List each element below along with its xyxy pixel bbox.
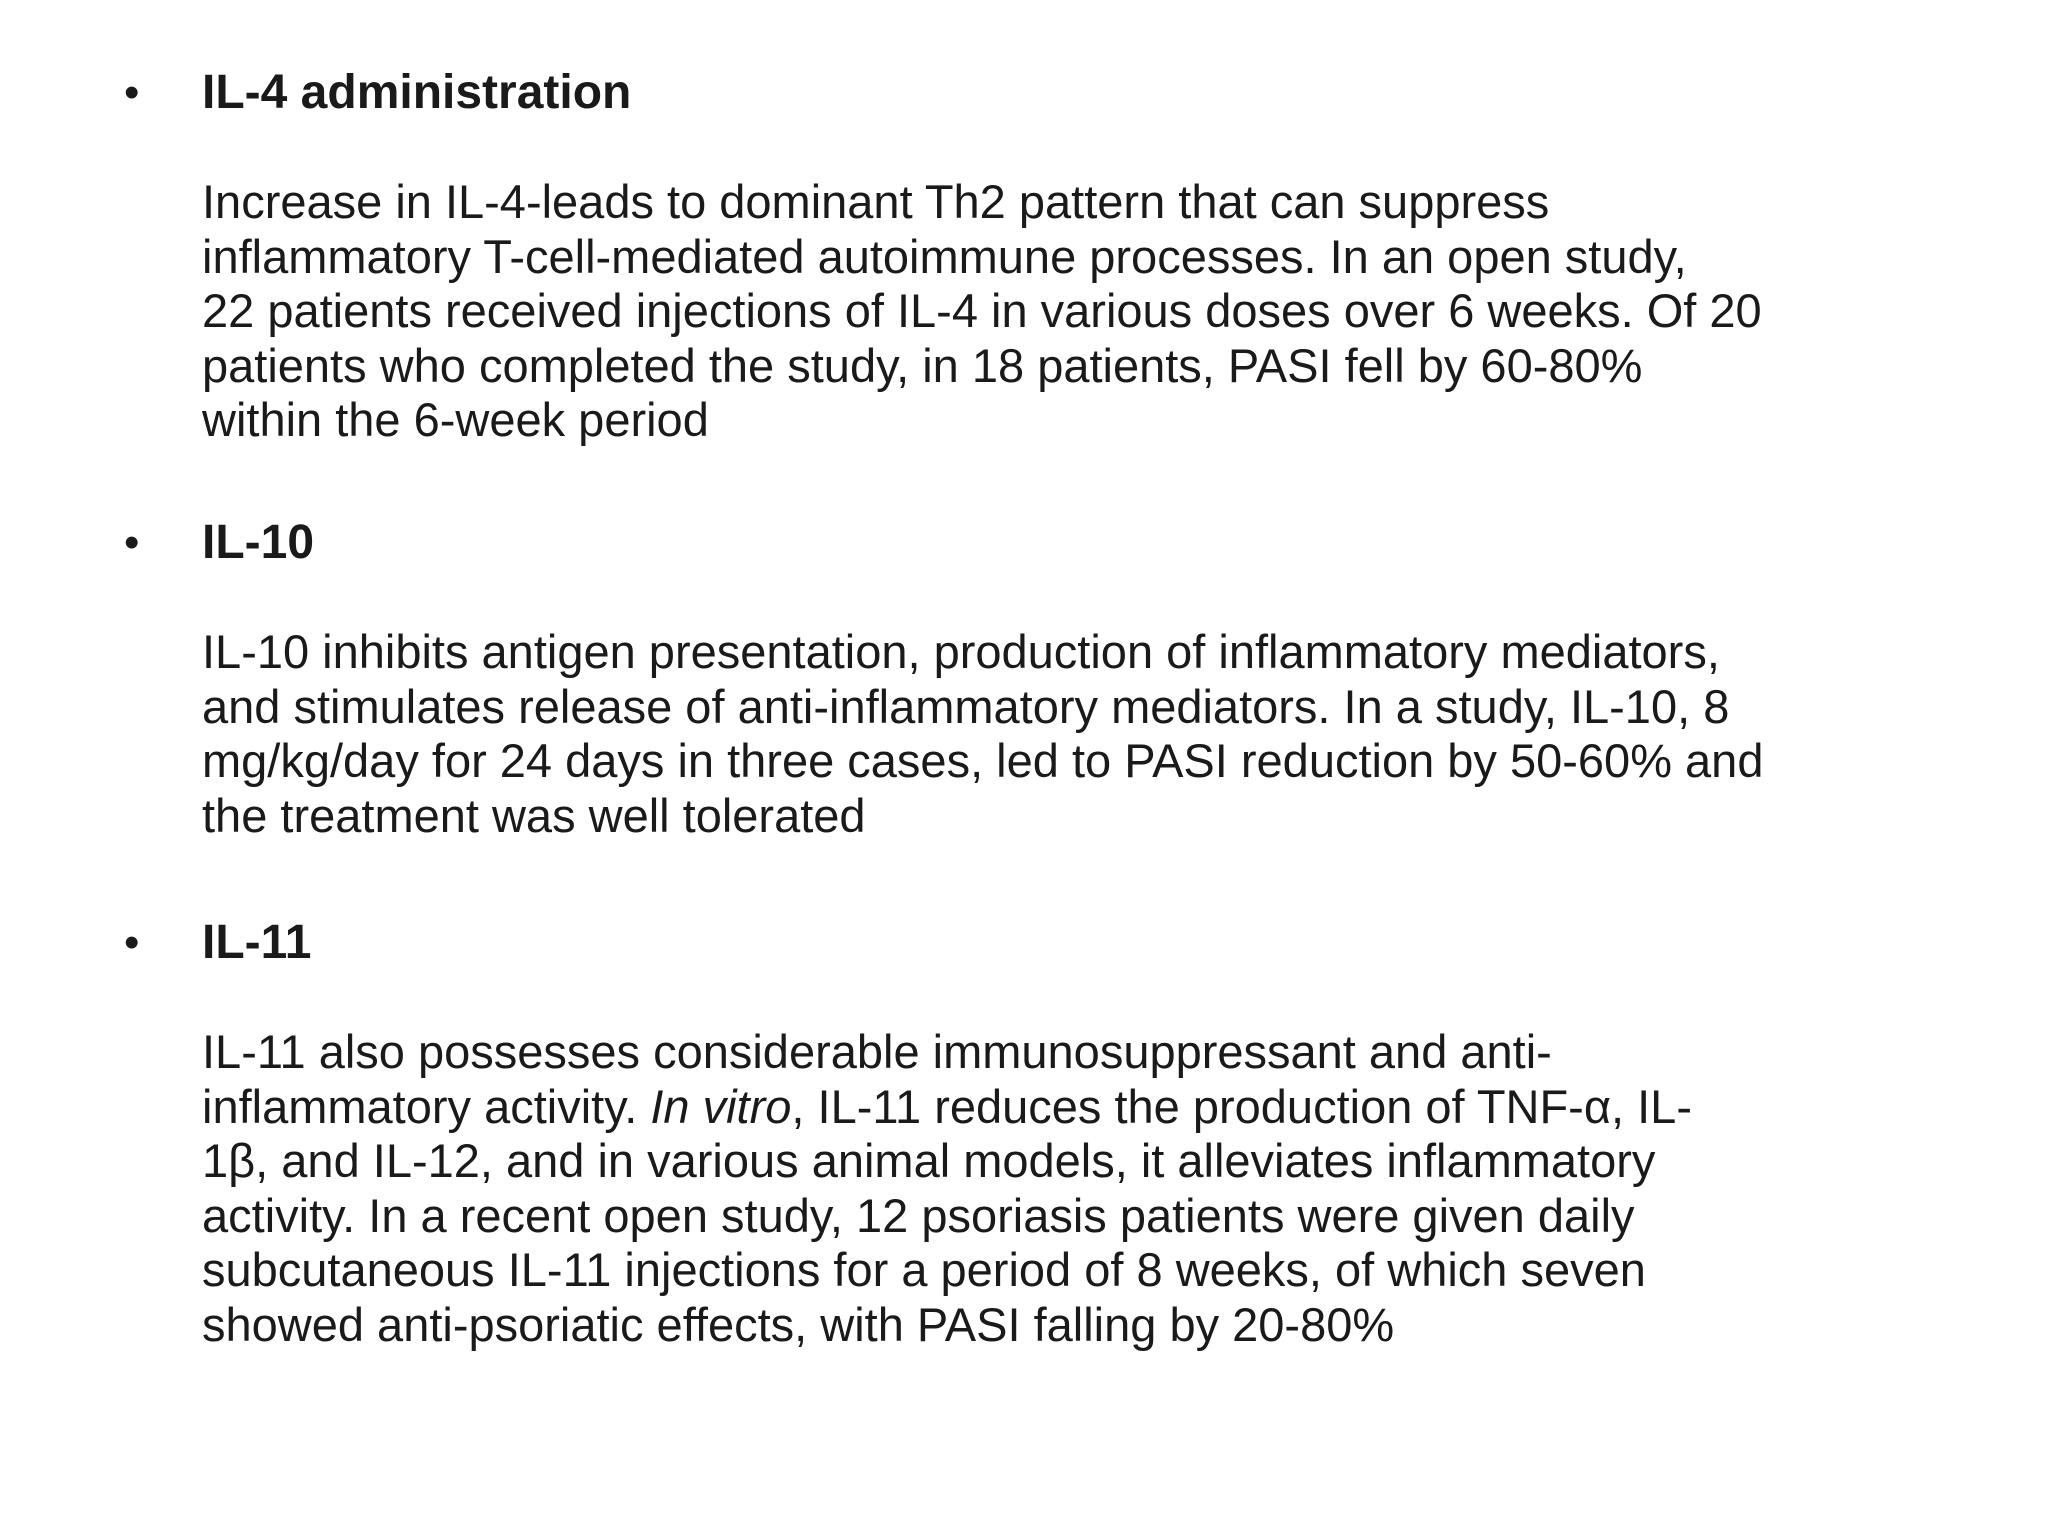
body-text: inflammatory activity. [202,1079,651,1133]
body-line: showed anti-psoriatic effects, with PASI falling by 20-80% [202,1297,1395,1351]
body-line: subcutaneous IL-11 injections for a period of 8 weeks, of which seven [202,1243,1646,1296]
body-line: activity. In a recent open study, 12 psoriasis patients were given daily [202,1188,1635,1242]
body-line: within the 6-week period [202,393,709,446]
section-body [202,625,1982,843]
bullet-marker: • [124,68,140,117]
body-line: patients who completed the study, in 18 patients, PASI fell by 60-80% [202,338,1643,392]
body-text-italic: In vitro [650,1079,792,1133]
section-body [202,175,1982,448]
bullet-marker: • [124,518,140,567]
section-heading: IL-10 [202,516,315,569]
section-heading: IL-4 administration [202,66,632,119]
body-line: mg/kg/day for 24 days in three cases, led to PASI reduction by 50-60% and [202,734,1764,787]
section-body [202,1025,1982,1352]
body-text: , IL-11 reduces the production of TNF-α, IL- [791,1079,1692,1133]
body-line: Increase in IL-4-leads to dominant Th2 pattern that can suppress [202,175,1550,228]
body-line: inflammatory T-cell-mediated autoimmune processes. In an open study, [202,229,1687,283]
section-heading: IL-11 [202,916,312,969]
body-line-mixed [202,1080,1982,1135]
body-line: the treatment was well tolerated [202,788,866,842]
body-line: 22 patients received injections of IL-4 in various doses over 6 weeks. Of 20 [202,284,1762,337]
body-line: and stimulates release of anti-inflammatory mediators. In a study, IL-10, 8 [202,679,1730,733]
bullet-marker: • [124,918,140,967]
body-line: IL-11 also possesses considerable immunosuppressant and anti- [202,1025,1552,1078]
body-line: 1β, and IL-12, and in various animal models, it alleviates inflammatory [202,1134,1656,1187]
body-line: IL-10 inhibits antigen presentation, production of inflammatory mediators, [202,625,1720,678]
